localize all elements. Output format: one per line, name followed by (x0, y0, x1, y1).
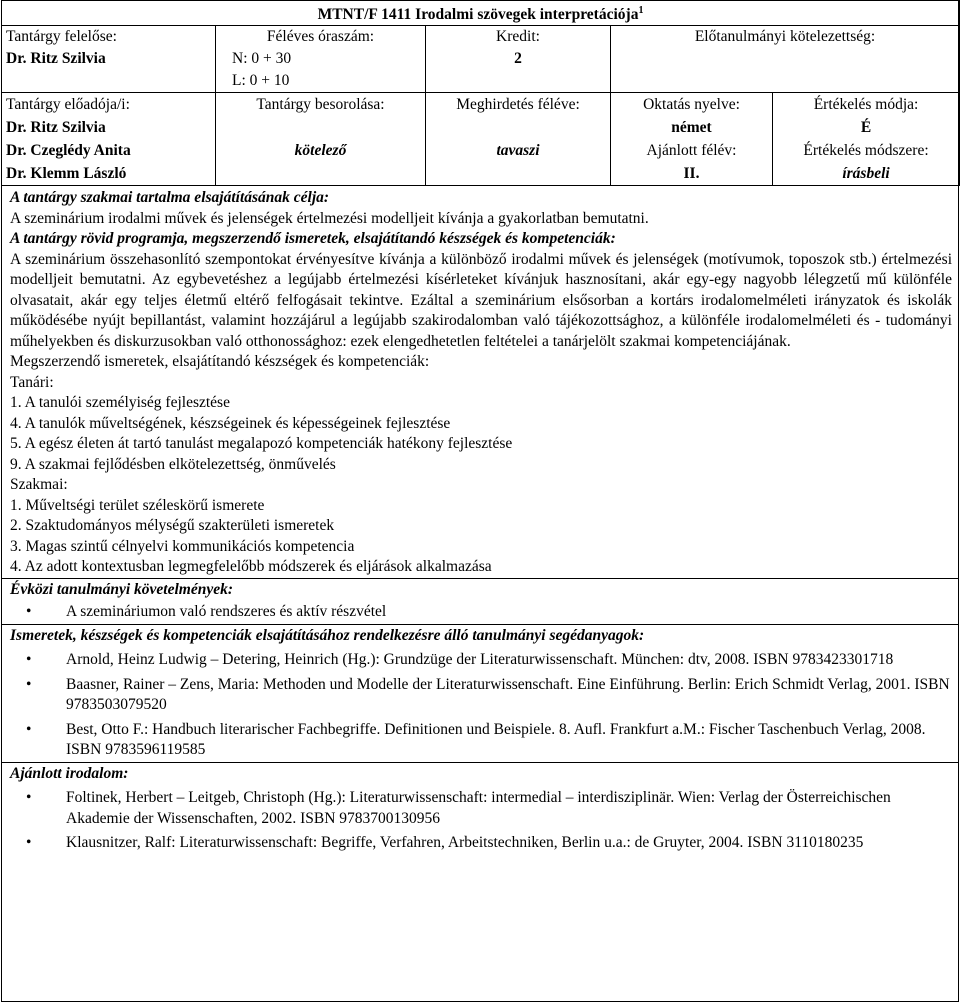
professional-label: Szakmai: (10, 476, 68, 494)
requirements-heading: Évközi tanulmányi követelmények: (2, 578, 958, 601)
course-content (2, 186, 958, 854)
bullet-icon: • (26, 603, 32, 621)
assessment-cell (773, 93, 960, 186)
recommended-semester-label: Ajánlott félév: (646, 142, 737, 160)
classification-value: kötelező (294, 142, 347, 160)
professional-item: 2. Szaktudományos mélységű szakterületi ismeretek (10, 517, 335, 535)
teacher-label: Tanári: (10, 373, 54, 391)
lecturer-1: Dr. Ritz Szilvia (6, 119, 106, 137)
prereq-label: Előtanulmányi kötelezettség: (694, 28, 876, 46)
list-item: • Arnold, Heinz Ludwig – Detering, Heinrich (Hg.): Grundzüge der Literaturwissenschaft. München: dtv, 2008. ISBN 9783423301718 (10, 650, 952, 671)
lecturers-label: Tantárgy előadója/i: (6, 96, 130, 114)
program-text: A szeminárium összehasonlító szempontokat érvényesítve kívánja a különböző irodalmi művek és jelenségek (motívumok, toposzok stb.) értelmezési modelljeit bemutatni. Az egybevetéshez a legújabb értelmezési kísérleteket kívánjuk hasznosítani, akár egy-egy nagyobb lélegzetű mű különféle olvasatait, akár egy teljes életmű eltérő felfogásait tekintve. Ezáltal a szeminárium elsősorban a kortárs irodalomelméleti irányzatok és iskolák működésébe nyújt bepillantást, valamint hozzájárul a legújabb szakirodalomban való tájékozottsághoz, a különféle irodalomelméleti és - tudományi műhelyekben és diskurzusokban való otthonossághoz: ezek elengedhetetlen feltételei a tanárjelölt szakmai kompetenciájának. (10, 250, 952, 350)
list-item: • Foltinek, Herbert – Leitgeb, Christoph (Hg.): Literaturwissenschaft: intermedial – interdisziplinär. Wien: Verlag der Österreichischen Akademie der Wissenschaften, 2002. ISBN 9783700130956 (26, 789, 891, 827)
prereq-cell (611, 26, 960, 93)
course-header-table (1, 0, 960, 186)
teacher-item: 1. A tanulói személyiség fejlesztése (10, 394, 230, 412)
bullet-icon: • (26, 789, 32, 807)
professional-item: 3. Magas szintű célnyelvi kommunikációs kompetencia (10, 537, 355, 555)
bullet-icon: • (26, 834, 32, 852)
credit-cell (426, 26, 611, 93)
lecturers-cell (2, 93, 216, 186)
list-item: • Baasner, Rainer – Zens, Maria: Methoden und Modelle der Literaturwissenschaft. Eine Einführung. Berlin: Erich Schmidt Verlag, 2001. ISBN 9783503079520 (26, 675, 950, 714)
course-title (2, 1, 960, 26)
program-heading: A tantárgy rövid programja, megszerzendő ismeretek, elsajátítandó készségek és kompetenciák: (10, 230, 616, 248)
bullet-icon: • (26, 720, 32, 738)
credit-label: Kredit: (496, 28, 540, 46)
bullet-icon: • (26, 675, 32, 693)
teacher-item: 9. A szakmai fejlődésben elkötelezettség, önművelés (10, 455, 336, 473)
course-title-text: MTNT/F 1411 Irodalmi szövegek interpretációja (317, 6, 639, 24)
recommended-semester-value: II. (683, 165, 700, 183)
responsible-cell (2, 26, 216, 93)
responsible-name: Dr. Ritz Szilvia (6, 50, 106, 68)
classification-label: Tantárgy besorolása: (256, 96, 385, 114)
hours-cell (216, 26, 426, 93)
course-description-sheet (1, 0, 959, 1002)
semester-label: Meghirdetés féléve: (456, 96, 580, 114)
list-item: • A szemináriumon való rendszeres és aktív részvétel (10, 602, 952, 623)
recommended-list (10, 788, 952, 854)
language-cell (611, 93, 773, 186)
hours-l: L: 0 + 10 (232, 72, 290, 90)
semester-cell (426, 93, 611, 186)
materials-list (10, 650, 952, 761)
teacher-item: 4. A tanulók műveltségének, készségeinek és képességeinek fejlesztése (10, 414, 451, 432)
footnote-mark: 1 (638, 5, 644, 16)
credit-value: 2 (514, 50, 522, 68)
professional-item: 1. Műveltségi terület széleskörű ismerete (10, 496, 265, 514)
lecturer-2: Dr. Czeglédy Anita (6, 142, 131, 160)
assessment-method-value: írásbeli (842, 165, 890, 183)
assessment-mode-label: Értékelés módja: (813, 96, 919, 114)
requirements-list (10, 602, 952, 623)
hours-label: Féléves óraszám: (266, 28, 375, 46)
lecturer-3: Dr. Klemm László (6, 165, 127, 183)
language-value: német (671, 119, 712, 137)
semester-value: tavaszi (496, 142, 540, 160)
teacher-item: 5. A egész életen át tartó tanulást megalapozó kompetenciák hatékony fejlesztése (10, 435, 513, 453)
assessment-method-label: Értékelés módszere: (803, 142, 929, 160)
list-item: • Best, Otto F.: Handbuch literarischer Fachbegriffe. Definitionen und Beispiele. 8. Aufl. Frankfurt a.M.: Fischer Taschenbuch Verlag, 2008. ISBN 9783596119585 (26, 720, 926, 759)
materials-heading: Ismeretek, készségek és kompetenciák elsajátításához rendelkezésre álló tanulmányi segédanyagok: (2, 624, 958, 647)
goal-text: A szeminárium irodalmi művek és jelenségek értelmezési modelljeit kívánja a gyakorlatban bemutatni. (10, 209, 649, 227)
classification-cell (216, 93, 426, 186)
bullet-icon: • (26, 651, 32, 669)
goal-heading: A tantárgy szakmai tartalma elsajátításának célja: (10, 189, 330, 207)
language-label: Oktatás nyelve: (643, 96, 740, 114)
hours-n: N: 0 + 30 (232, 50, 292, 68)
competence-heading: Megszerzendő ismeretek, elsajátítandó készségek és kompetenciák: (10, 353, 430, 371)
professional-item: 4. Az adott kontextusban legmegfelelőbb módszerek és eljárások alkalmazása (10, 558, 492, 576)
assessment-mode-value: É (860, 119, 872, 137)
recommended-heading: Ajánlott irodalom: (2, 762, 958, 785)
responsible-label: Tantárgy felelőse: (6, 28, 117, 46)
list-item: • Klausnitzer, Ralf: Literaturwissenschaft: Begriffe, Verfahren, Arbeitstechniken, Berlin u.a.: de Gruyter, 2004. ISBN 3110180235 (10, 833, 952, 854)
